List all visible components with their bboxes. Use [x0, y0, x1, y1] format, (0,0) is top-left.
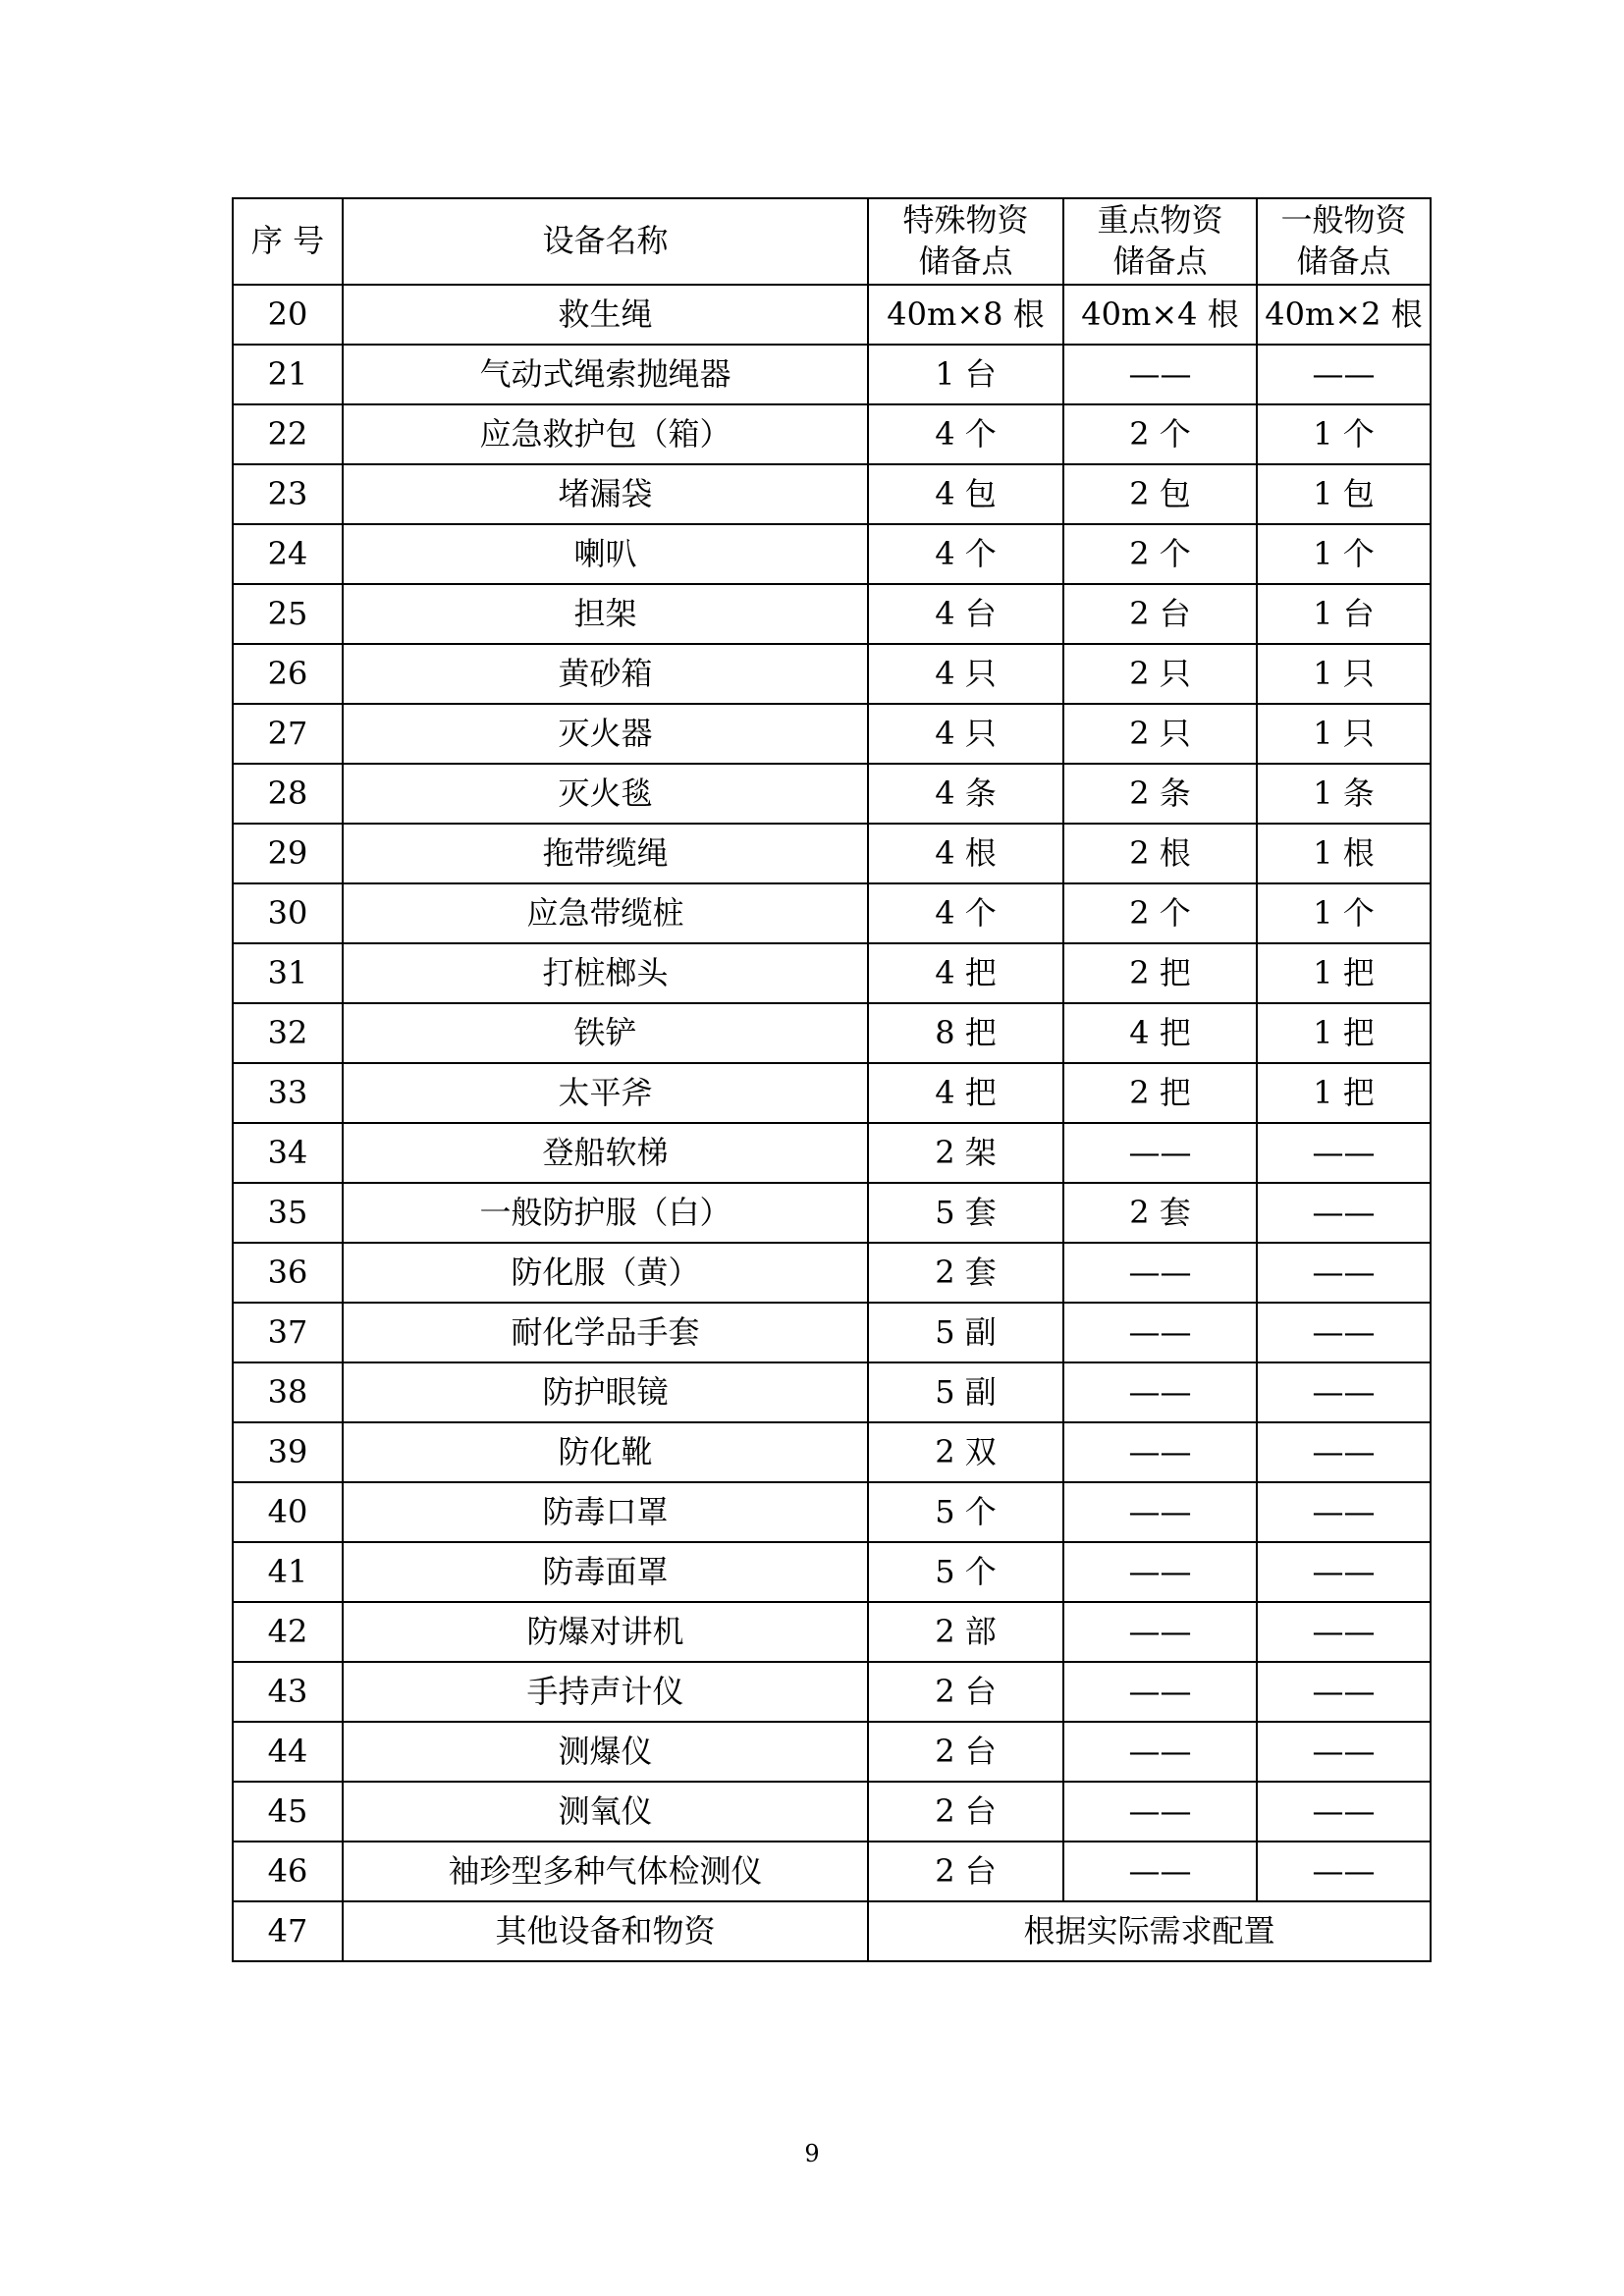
cell-special-reserve: 4 个: [868, 883, 1063, 943]
cell-special-reserve: 2 部: [868, 1602, 1063, 1662]
cell-key-reserve: 2 只: [1063, 644, 1257, 704]
table-row: [233, 704, 1431, 764]
table-row: [233, 1722, 1431, 1782]
cell-equipment-name: 打桩榔头: [343, 943, 868, 1003]
cell-serial-number: 45: [233, 1782, 343, 1842]
table-row: [233, 1183, 1431, 1243]
cell-general-reserve: ——: [1257, 1662, 1431, 1722]
cell-general-reserve: 1 台: [1257, 584, 1431, 644]
cell-special-reserve: 4 把: [868, 1063, 1063, 1123]
cell-key-reserve: 2 只: [1063, 704, 1257, 764]
cell-equipment-name: 防爆对讲机: [343, 1602, 868, 1662]
cell-serial-number: 26: [233, 644, 343, 704]
table-row: [233, 464, 1431, 524]
table-row: [233, 764, 1431, 824]
cell-equipment-name: 堵漏袋: [343, 464, 868, 524]
header-key-line2: 储备点: [1112, 242, 1208, 280]
cell-key-reserve: 2 个: [1063, 524, 1257, 584]
cell-serial-number: 29: [233, 824, 343, 883]
cell-key-reserve: ——: [1063, 1362, 1257, 1422]
cell-general-reserve: 1 包: [1257, 464, 1431, 524]
cell-equipment-name: 防毒口罩: [343, 1482, 868, 1542]
cell-serial-number: 32: [233, 1003, 343, 1063]
cell-general-reserve: ——: [1257, 1183, 1431, 1243]
cell-key-reserve: ——: [1063, 1722, 1257, 1782]
cell-serial-number: 33: [233, 1063, 343, 1123]
cell-serial-number: 31: [233, 943, 343, 1003]
cell-general-reserve: 1 只: [1257, 704, 1431, 764]
cell-key-reserve: 2 包: [1063, 464, 1257, 524]
cell-serial-number: 38: [233, 1362, 343, 1422]
table-row: [233, 404, 1431, 464]
table-row: [233, 524, 1431, 584]
table-row: [233, 943, 1431, 1003]
cell-special-reserve: 4 把: [868, 943, 1063, 1003]
table-row: [233, 644, 1431, 704]
cell-key-reserve: 2 条: [1063, 764, 1257, 824]
cell-serial-number: 35: [233, 1183, 343, 1243]
cell-equipment-name: 一般防护服（白）: [343, 1183, 868, 1243]
table-row: [233, 1482, 1431, 1542]
cell-general-reserve: ——: [1257, 1123, 1431, 1183]
header-special-reserve: [868, 198, 1063, 285]
cell-special-reserve: 2 台: [868, 1662, 1063, 1722]
header-general-reserve: [1257, 198, 1431, 285]
cell-serial-number: 42: [233, 1602, 343, 1662]
cell-equipment-name: 铁铲: [343, 1003, 868, 1063]
cell-serial-number: 23: [233, 464, 343, 524]
cell-special-reserve: 2 双: [868, 1422, 1063, 1482]
cell-equipment-name: 灭火器: [343, 704, 868, 764]
cell-special-reserve: 5 个: [868, 1482, 1063, 1542]
cell-special-reserve: 4 条: [868, 764, 1063, 824]
cell-serial-number: 36: [233, 1243, 343, 1303]
cell-equipment-name: 袖珍型多种气体检测仪: [343, 1842, 868, 1901]
cell-special-reserve: 5 副: [868, 1303, 1063, 1362]
cell-equipment-name: 防化靴: [343, 1422, 868, 1482]
table-row: [233, 584, 1431, 644]
table-row: [233, 1782, 1431, 1842]
cell-serial-number: 21: [233, 345, 343, 404]
cell-key-reserve: ——: [1063, 1303, 1257, 1362]
cell-special-reserve: 5 个: [868, 1542, 1063, 1602]
table-row: [233, 1243, 1431, 1303]
cell-key-reserve: ——: [1063, 1422, 1257, 1482]
cell-general-reserve: 1 把: [1257, 943, 1431, 1003]
table-row-final: [233, 1901, 1431, 1961]
cell-special-reserve: 2 台: [868, 1782, 1063, 1842]
header-special-line1: 特殊物资: [902, 201, 1029, 240]
cell-general-reserve: 1 把: [1257, 1063, 1431, 1123]
cell-equipment-name: 气动式绳索抛绳器: [343, 345, 868, 404]
cell-special-reserve: 2 套: [868, 1243, 1063, 1303]
cell-special-reserve: 2 架: [868, 1123, 1063, 1183]
cell-equipment-name: 应急带缆桩: [343, 883, 868, 943]
cell-equipment-name: 灭火毯: [343, 764, 868, 824]
cell-key-reserve: ——: [1063, 1123, 1257, 1183]
cell-key-reserve: ——: [1063, 1482, 1257, 1542]
header-key-line1: 重点物资: [1097, 201, 1223, 240]
cell-serial-number: 44: [233, 1722, 343, 1782]
cell-equipment-name: 担架: [343, 584, 868, 644]
cell-general-reserve: ——: [1257, 1303, 1431, 1362]
table-row: [233, 1123, 1431, 1183]
cell-special-reserve: 5 副: [868, 1362, 1063, 1422]
cell-equipment-name: 耐化学品手套: [343, 1303, 868, 1362]
cell-key-reserve: 40m×4 根: [1063, 285, 1257, 345]
cell-special-reserve: 4 台: [868, 584, 1063, 644]
cell-serial-number: 41: [233, 1542, 343, 1602]
table-row: [233, 1362, 1431, 1422]
cell-equipment-name: 应急救护包（箱）: [343, 404, 868, 464]
cell-serial-number: 20: [233, 285, 343, 345]
cell-general-reserve: 1 个: [1257, 883, 1431, 943]
cell-general-reserve: ——: [1257, 1422, 1431, 1482]
cell-key-reserve: ——: [1063, 1602, 1257, 1662]
cell-equipment-name: 喇叭: [343, 524, 868, 584]
cell-general-reserve: 1 个: [1257, 524, 1431, 584]
cell-key-reserve: 2 套: [1063, 1183, 1257, 1243]
cell-general-reserve: 1 个: [1257, 404, 1431, 464]
cell-key-reserve: 2 根: [1063, 824, 1257, 883]
cell-general-reserve: ——: [1257, 345, 1431, 404]
cell-serial-number: 22: [233, 404, 343, 464]
cell-key-reserve: ——: [1063, 1842, 1257, 1901]
equipment-table: [232, 197, 1432, 1962]
cell-serial-number: 24: [233, 524, 343, 584]
cell-equipment-name: 拖带缆绳: [343, 824, 868, 883]
table-row: [233, 824, 1431, 883]
cell-equipment-name: 手持声计仪: [343, 1662, 868, 1722]
table-row: [233, 1542, 1431, 1602]
cell-serial-number: 28: [233, 764, 343, 824]
cell-equipment-name: 测氧仪: [343, 1782, 868, 1842]
cell-key-reserve: ——: [1063, 345, 1257, 404]
table-row: [233, 345, 1431, 404]
cell-general-reserve: ——: [1257, 1542, 1431, 1602]
cell-key-reserve: 2 个: [1063, 883, 1257, 943]
cell-special-reserve: 2 台: [868, 1842, 1063, 1901]
cell-equipment-name: 太平斧: [343, 1063, 868, 1123]
header-general-line2: 储备点: [1296, 242, 1391, 280]
table-row: [233, 1662, 1431, 1722]
cell-general-reserve: ——: [1257, 1842, 1431, 1901]
header-key-reserve: [1063, 198, 1257, 285]
cell-serial-number: 40: [233, 1482, 343, 1542]
table-header-row: [233, 198, 1431, 285]
table-row: [233, 285, 1431, 345]
cell-serial-number: 34: [233, 1123, 343, 1183]
cell-serial-number: 43: [233, 1662, 343, 1722]
header-general-line1: 一般物资: [1280, 201, 1407, 240]
header-equipment-name: 设备名称: [343, 198, 868, 285]
table-row: [233, 1003, 1431, 1063]
cell-special-reserve: 5 套: [868, 1183, 1063, 1243]
cell-key-reserve: 2 把: [1063, 1063, 1257, 1123]
cell-serial-number: 47: [233, 1901, 343, 1961]
cell-equipment-name: 登船软梯: [343, 1123, 868, 1183]
cell-special-reserve: 40m×8 根: [868, 285, 1063, 345]
table-row: [233, 1602, 1431, 1662]
cell-general-reserve: ——: [1257, 1782, 1431, 1842]
cell-special-reserve: 2 台: [868, 1722, 1063, 1782]
table-body: [233, 285, 1431, 1961]
cell-general-reserve: ——: [1257, 1362, 1431, 1422]
cell-key-reserve: 2 把: [1063, 943, 1257, 1003]
cell-key-reserve: 2 个: [1063, 404, 1257, 464]
cell-special-reserve: 4 个: [868, 404, 1063, 464]
header-special-line2: 储备点: [918, 242, 1013, 280]
cell-equipment-name: 救生绳: [343, 285, 868, 345]
cell-special-reserve: 4 个: [868, 524, 1063, 584]
cell-special-reserve: 4 根: [868, 824, 1063, 883]
table-row: [233, 883, 1431, 943]
cell-serial-number: 30: [233, 883, 343, 943]
cell-serial-number: 39: [233, 1422, 343, 1482]
cell-special-reserve: 8 把: [868, 1003, 1063, 1063]
table-row: [233, 1063, 1431, 1123]
cell-serial-number: 37: [233, 1303, 343, 1362]
cell-key-reserve: ——: [1063, 1662, 1257, 1722]
cell-equipment-name: 其他设备和物资: [343, 1901, 868, 1961]
cell-key-reserve: 4 把: [1063, 1003, 1257, 1063]
cell-equipment-name: 防护眼镜: [343, 1362, 868, 1422]
table-row: [233, 1422, 1431, 1482]
cell-special-reserve: 1 台: [868, 345, 1063, 404]
table-row: [233, 1842, 1431, 1901]
page-number: 9: [804, 2140, 820, 2167]
cell-equipment-name: 防毒面罩: [343, 1542, 868, 1602]
cell-serial-number: 25: [233, 584, 343, 644]
cell-key-reserve: 2 台: [1063, 584, 1257, 644]
cell-general-reserve: 40m×2 根: [1257, 285, 1431, 345]
cell-general-reserve: 1 根: [1257, 824, 1431, 883]
cell-key-reserve: ——: [1063, 1782, 1257, 1842]
header-serial-number: 序 号: [233, 198, 343, 285]
cell-equipment-name: 防化服（黄）: [343, 1243, 868, 1303]
cell-general-reserve: 1 条: [1257, 764, 1431, 824]
table-row: [233, 1303, 1431, 1362]
cell-serial-number: 27: [233, 704, 343, 764]
cell-key-reserve: ——: [1063, 1542, 1257, 1602]
cell-special-reserve: 4 只: [868, 704, 1063, 764]
cell-general-reserve: 1 把: [1257, 1003, 1431, 1063]
cell-general-reserve: ——: [1257, 1602, 1431, 1662]
cell-general-reserve: 1 只: [1257, 644, 1431, 704]
cell-key-reserve: ——: [1063, 1243, 1257, 1303]
cell-special-reserve: 4 只: [868, 644, 1063, 704]
cell-config-note: 根据实际需求配置: [868, 1901, 1431, 1961]
cell-general-reserve: ——: [1257, 1482, 1431, 1542]
cell-special-reserve: 4 包: [868, 464, 1063, 524]
cell-serial-number: 46: [233, 1842, 343, 1901]
cell-equipment-name: 测爆仪: [343, 1722, 868, 1782]
cell-general-reserve: ——: [1257, 1243, 1431, 1303]
cell-equipment-name: 黄砂箱: [343, 644, 868, 704]
cell-general-reserve: ——: [1257, 1722, 1431, 1782]
